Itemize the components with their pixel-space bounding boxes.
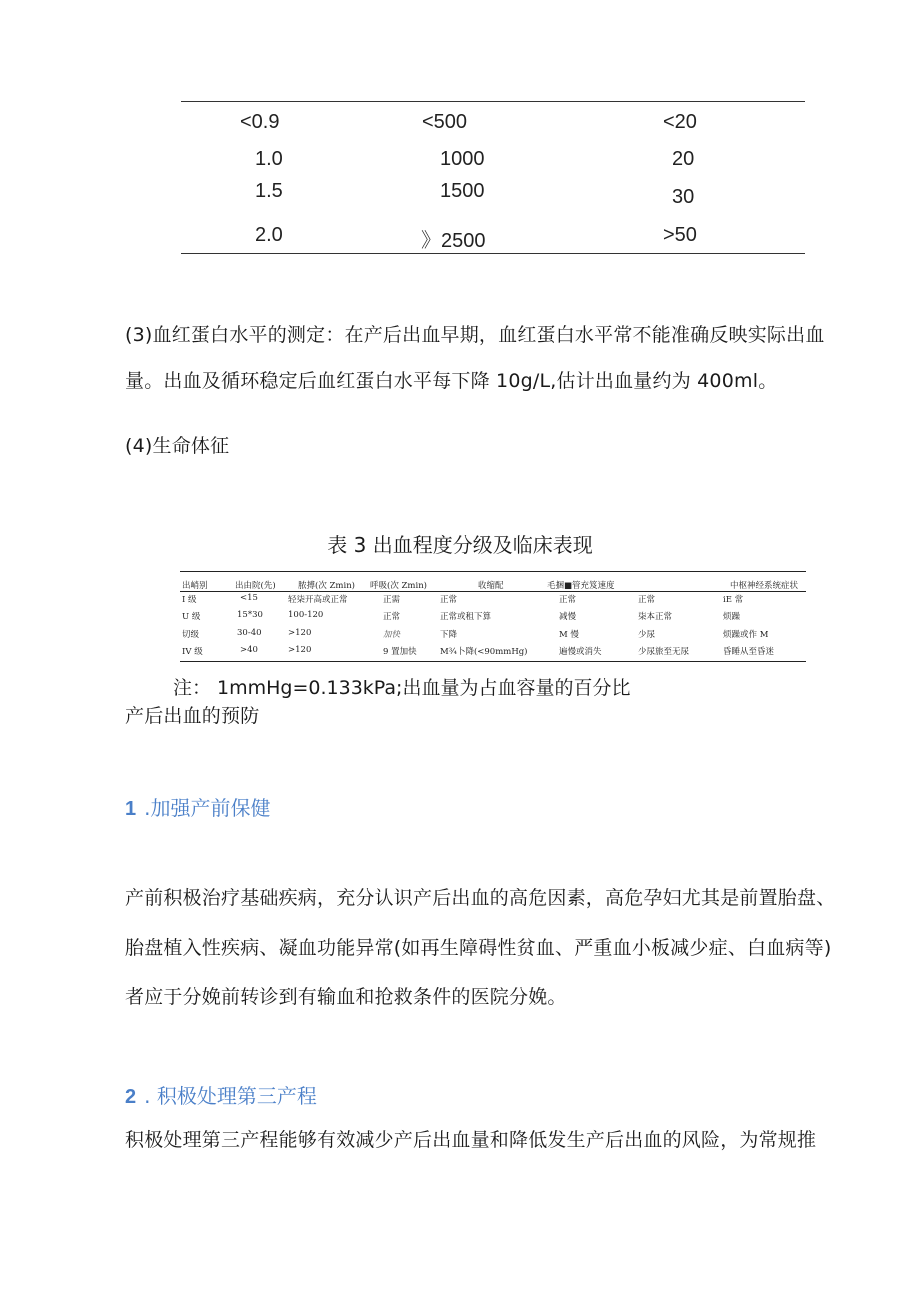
table-cell: <500 <box>422 111 468 133</box>
table-cell: 1500 <box>440 180 485 202</box>
table-caption: 表 3 出血程度分级及临床表现 <box>327 533 593 557</box>
paragraph-line: 积极处理第三产程能够有效减少产后出血量和降低发生产后出血的风险，为常规推 <box>125 1129 817 1151</box>
table-header: 中枢神经系统症状 <box>730 581 799 591</box>
table-header: 出由院(先) <box>235 581 276 591</box>
table-header: 毛捆■管充笈速度 <box>547 581 615 591</box>
table-cell: 2.0 <box>255 224 283 246</box>
table-cell: <20 <box>663 111 697 133</box>
table-cell: 烦躁 <box>723 612 741 622</box>
table-cell: 加快 <box>383 630 401 640</box>
table-cell: >120 <box>288 645 312 655</box>
table-cell: 少尿旅至无尿 <box>638 647 690 657</box>
table-cell: <0.9 <box>240 111 280 133</box>
table-cell: U 级 <box>182 612 201 622</box>
table-note: 注： 1mmHg=0.133kPa;出血量为占血容量的百分比 <box>173 677 631 699</box>
table-cell: 少尿 <box>638 630 656 640</box>
paragraph-line: 者应于分娩前转诊到有输血和抢救条件的医院分娩。 <box>125 986 567 1008</box>
table-header: 脓搏(次 Zmin) <box>298 581 355 591</box>
table-cell: 下降 <box>440 630 458 640</box>
heading-number: 1 <box>125 798 137 820</box>
table-cell: 减慢 <box>559 612 577 622</box>
table-rule <box>180 661 806 662</box>
subsection-title: (4)生命体征 <box>125 435 230 457</box>
table-cell: 30 <box>672 186 695 208</box>
table-cell: 正常 <box>559 595 577 605</box>
table-cell: >40 <box>240 645 258 655</box>
table-top-rule <box>181 101 805 102</box>
table-header: 呼吸(次 Zmin) <box>370 581 427 591</box>
table-cell: 15*30 <box>237 610 263 620</box>
table-cell: 昏睡从至昏迷 <box>723 647 775 657</box>
table-cell: >50 <box>663 224 697 246</box>
section-title: 产后出血的预防 <box>125 705 260 727</box>
table-rule <box>180 571 806 572</box>
table-cell: 正常 <box>383 612 401 622</box>
heading-prenatal-care <box>125 792 270 821</box>
table-cell: 切级 <box>182 630 200 640</box>
table-cell: 》2500 <box>421 230 486 252</box>
table-cell: 烦躁或作 M <box>723 630 769 640</box>
table-cell: >120 <box>288 628 312 638</box>
table-cell: 20 <box>672 148 695 170</box>
table-cell: <15 <box>240 593 258 603</box>
table-cell: 1000 <box>440 148 485 170</box>
table-bottom-rule <box>181 253 805 254</box>
heading-text: .加强产前保健 <box>144 796 271 820</box>
table-cell: 正常或租下算 <box>440 612 492 622</box>
table-header: 收缩配 <box>478 581 504 591</box>
table-cell: M 慢 <box>559 630 579 640</box>
paragraph-line: (3)血红蛋白水平的测定：在产后出血早期，血红蛋白水平常不能准确反映实际出血 <box>125 324 825 346</box>
table-header: 出峭别 <box>182 581 208 591</box>
paragraph-line: 产前积极治疗基础疾病，充分认识产后出血的高危因素，高危孕妇尤其是前置胎盘、 <box>125 887 836 909</box>
table-cell: 100-120 <box>288 610 324 620</box>
table-cell: 正常 <box>440 595 458 605</box>
table-cell: 9 置加快 <box>383 647 417 657</box>
table-cell: 1.0 <box>255 148 283 170</box>
paragraph-line: 量。出血及循环稳定后血红蛋白水平每下降 10g/L,估计出血量约为 400ml。 <box>125 370 778 392</box>
table-cell: 轻柒开高或正常 <box>288 595 348 605</box>
heading-third-stage <box>125 1080 317 1109</box>
heading-number: 2 <box>125 1086 137 1108</box>
table-cell: 正需 <box>383 595 401 605</box>
table-cell: 正常 <box>638 595 656 605</box>
table-cell: M¾卜降(<90mmHg) <box>440 647 528 657</box>
heading-text: . 积极处理第三产程 <box>144 1084 317 1108</box>
table-cell: 1.5 <box>255 180 283 202</box>
table-cell: iE 常 <box>723 595 744 605</box>
table-cell: 遍慢或消失 <box>559 647 602 657</box>
grading-table <box>180 571 806 663</box>
table-cell: IV 级 <box>182 647 203 657</box>
paragraph-line: 胎盘植入性疾病、凝血功能异常(如再生障碍性贫血、严重血小板减少症、白血病等) <box>125 937 832 959</box>
table-rule <box>180 591 806 592</box>
table-cell: 柒本正常 <box>638 612 673 622</box>
table-cell: 30-40 <box>237 628 262 638</box>
table-cell: I 级 <box>182 595 197 605</box>
